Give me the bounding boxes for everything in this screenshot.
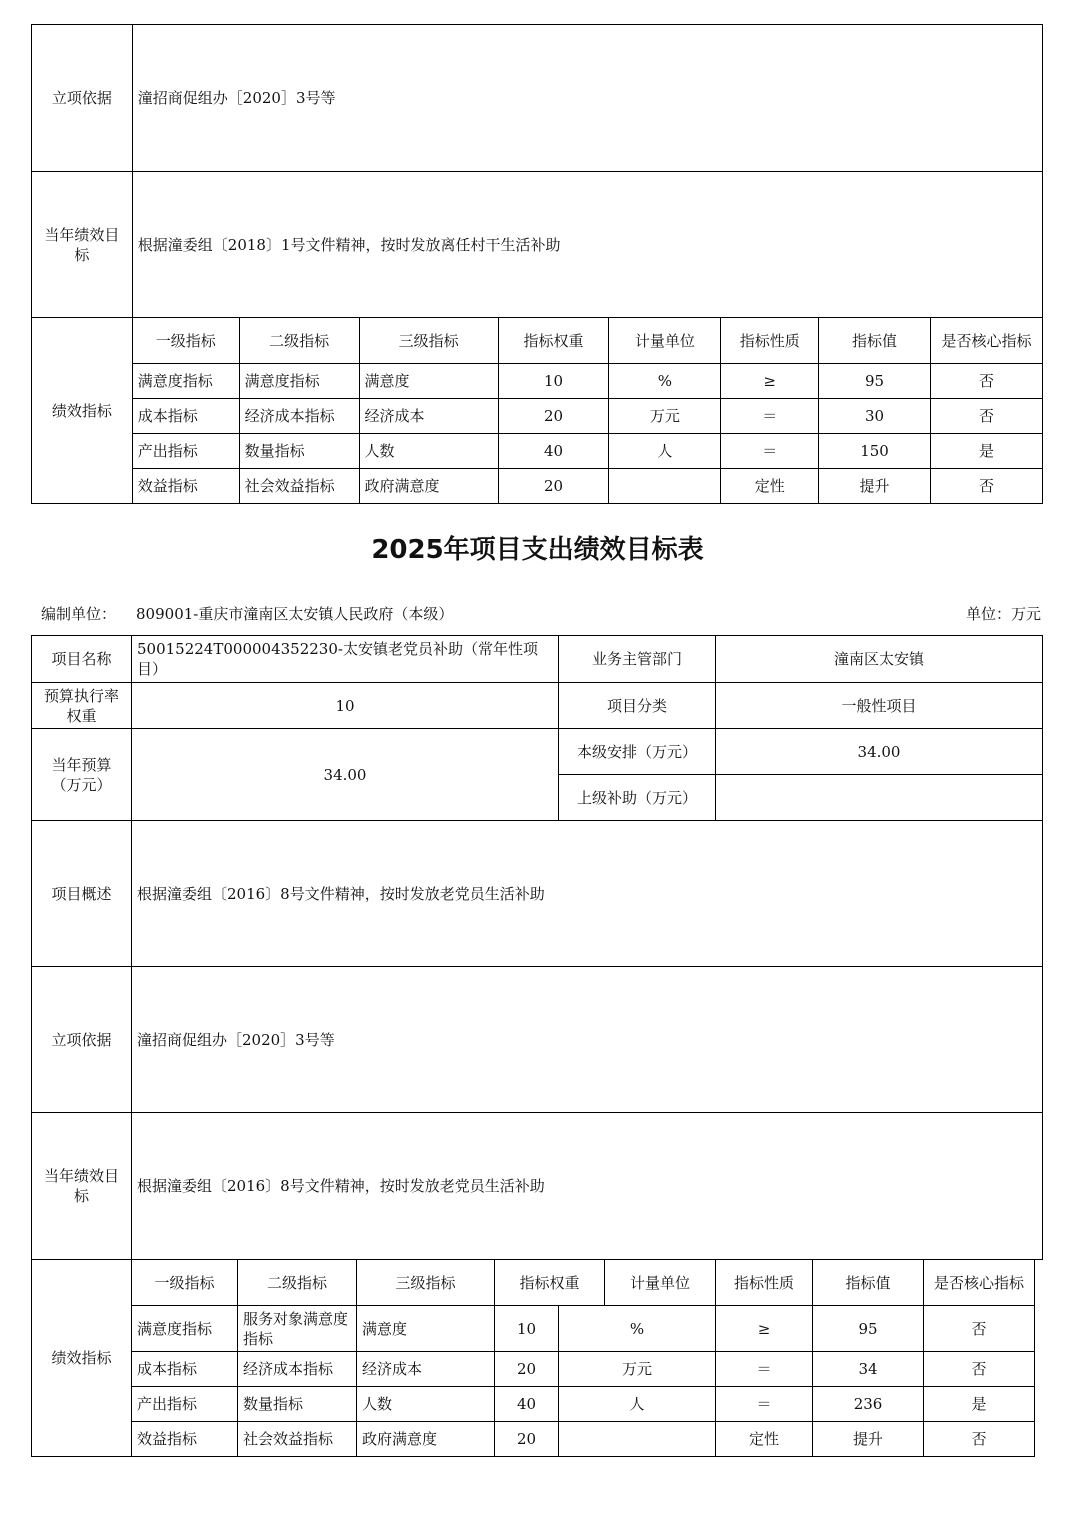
cell-value: 30 — [819, 399, 931, 434]
cell-unit: 人 — [559, 1387, 716, 1422]
cell-level2: 社会效益指标 — [239, 469, 359, 504]
cell-level2: 满意度指标 — [239, 364, 359, 399]
overview-text: 根据潼委组〔2016〕8号文件精神，按时发放老党员生活补助 — [132, 821, 1043, 967]
performance-table-b — [31, 635, 1043, 1457]
local-value: 34.00 — [716, 729, 1043, 775]
header-cell: 计量单位 — [609, 318, 721, 364]
cell-level1: 满意度指标 — [132, 1306, 238, 1352]
header-cell: 一级指标 — [132, 318, 239, 364]
cell-level3: 人数 — [357, 1387, 495, 1422]
cell-unit: % — [559, 1306, 716, 1352]
header-cell: 三级指标 — [357, 1260, 495, 1306]
cell-unit — [559, 1422, 716, 1457]
cell-core: 是 — [930, 434, 1042, 469]
dept-label: 业务主管部门 — [559, 636, 716, 683]
header-cell: 二级指标 — [238, 1260, 357, 1306]
header-cell: 指标性质 — [721, 318, 819, 364]
table-row — [32, 1352, 1043, 1387]
dept-value: 潼南区太安镇 — [716, 636, 1043, 683]
cell-unit: 万元 — [609, 399, 721, 434]
project-name-value: 50015224T000004352230-太安镇老党员补助（常年性项目） — [132, 636, 559, 683]
cell-value: 150 — [819, 434, 931, 469]
page-title: 2025年项目支出绩效目标表 — [371, 535, 704, 565]
compiling-unit-value: 809001-重庆市潼南区太安镇人民政府（本级） — [136, 605, 454, 623]
cell-unit — [609, 469, 721, 504]
cell-weight: 20 — [495, 1422, 559, 1457]
upper-value — [716, 775, 1043, 821]
cell-nature: ＝ — [716, 1387, 813, 1422]
header-cell: 指标值 — [819, 318, 931, 364]
cell-level1: 效益指标 — [132, 469, 239, 504]
goal-row — [32, 1113, 1043, 1260]
basis-row — [32, 967, 1043, 1113]
indicator-label: 绩效指标 — [32, 318, 133, 504]
weight-label: 预算执行率权重 — [32, 683, 132, 729]
goal-row — [32, 172, 1043, 318]
cell-level2: 数量指标 — [238, 1387, 357, 1422]
basis-label: 立项依据 — [32, 25, 133, 172]
cell-level2: 经济成本指标 — [239, 399, 359, 434]
header-cell: 二级指标 — [239, 318, 359, 364]
cell-value: 236 — [813, 1387, 924, 1422]
cell-level1: 成本指标 — [132, 1352, 238, 1387]
cell-level3: 经济成本 — [359, 399, 498, 434]
cell-core: 否 — [930, 364, 1042, 399]
cell-core: 否 — [924, 1306, 1035, 1352]
cell-level2: 服务对象满意度指标 — [238, 1306, 357, 1352]
cell-weight: 10 — [498, 364, 609, 399]
weight-row — [32, 683, 1043, 729]
header-cell: 指标权重 — [495, 1260, 605, 1306]
cell-level2: 数量指标 — [239, 434, 359, 469]
cell-level1: 成本指标 — [132, 399, 239, 434]
cell-level3: 满意度 — [357, 1306, 495, 1352]
cell-level2: 社会效益指标 — [238, 1422, 357, 1457]
header-cell: 一级指标 — [132, 1260, 238, 1306]
header-cell: 计量单位 — [605, 1260, 716, 1306]
cell-level1: 效益指标 — [132, 1422, 238, 1457]
cell-nature: ＝ — [721, 434, 819, 469]
budget-label: 当年预算（万元） — [32, 729, 132, 821]
category-value: 一般性项目 — [716, 683, 1043, 729]
cell-level1: 满意度指标 — [132, 364, 239, 399]
category-label: 项目分类 — [559, 683, 716, 729]
cell-level3: 政府满意度 — [357, 1422, 495, 1457]
cell-value: 34 — [813, 1352, 924, 1387]
currency-unit: 单位：万元 — [965, 605, 1041, 623]
cell-level3: 政府满意度 — [359, 469, 498, 504]
table-row — [32, 434, 1043, 469]
cell-level3: 经济成本 — [357, 1352, 495, 1387]
weight-value: 10 — [132, 683, 559, 729]
cell-weight: 20 — [495, 1352, 559, 1387]
cell-weight: 40 — [498, 434, 609, 469]
cell-core: 否 — [924, 1352, 1035, 1387]
cell-level3: 满意度 — [359, 364, 498, 399]
cell-weight: 40 — [495, 1387, 559, 1422]
local-label: 本级安排（万元） — [559, 729, 716, 775]
upper-label: 上级补助（万元） — [559, 775, 716, 821]
compiling-unit-label: 编制单位： — [41, 605, 117, 623]
header-cell: 三级指标 — [359, 318, 498, 364]
budget-value: 34.00 — [132, 729, 559, 821]
cell-unit: 人 — [609, 434, 721, 469]
cell-level2: 经济成本指标 — [238, 1352, 357, 1387]
goal-label: 当年绩效目标 — [32, 172, 133, 318]
table-row — [32, 399, 1043, 434]
basis-text: 潼招商促组办［2020］3号等 — [132, 967, 1043, 1113]
cell-level1: 产出指标 — [132, 1387, 238, 1422]
cell-core: 否 — [930, 399, 1042, 434]
table-row — [32, 1306, 1043, 1352]
cell-weight: 10 — [495, 1306, 559, 1352]
cell-weight: 20 — [498, 399, 609, 434]
cell-nature: ≥ — [716, 1306, 813, 1352]
budget-row — [32, 729, 1043, 775]
header-cell: 是否核心指标 — [930, 318, 1042, 364]
basis-row — [32, 25, 1043, 172]
goal-text: 根据潼委组〔2018〕1号文件精神，按时发放离任村干生活补助 — [132, 172, 1042, 318]
cell-unit: % — [609, 364, 721, 399]
header-cell: 指标性质 — [716, 1260, 813, 1306]
cell-value: 95 — [819, 364, 931, 399]
project-name-row — [32, 636, 1043, 683]
cell-core: 否 — [924, 1422, 1035, 1457]
cell-nature: 定性 — [716, 1422, 813, 1457]
basis-text: 潼招商促组办［2020］3号等 — [132, 25, 1042, 172]
overview-label: 项目概述 — [32, 821, 132, 967]
goal-label: 当年绩效目标 — [32, 1113, 132, 1260]
cell-weight: 20 — [498, 469, 609, 504]
basis-label: 立项依据 — [32, 967, 132, 1113]
indicator-header-row — [32, 1260, 1043, 1306]
table-row — [32, 469, 1043, 504]
header-cell: 指标值 — [813, 1260, 924, 1306]
table-row — [32, 1387, 1043, 1422]
cell-level1: 产出指标 — [132, 434, 239, 469]
cell-value: 提升 — [813, 1422, 924, 1457]
cell-nature: ＝ — [721, 399, 819, 434]
compiling-unit — [41, 603, 453, 625]
cell-nature: 定性 — [721, 469, 819, 504]
cell-core: 是 — [924, 1387, 1035, 1422]
performance-table-a — [31, 24, 1043, 504]
table-row — [32, 364, 1043, 399]
cell-core: 否 — [930, 469, 1042, 504]
goal-text: 根据潼委组〔2016〕8号文件精神，按时发放老党员生活补助 — [132, 1113, 1043, 1260]
cell-level3: 人数 — [359, 434, 498, 469]
header-cell: 是否核心指标 — [924, 1260, 1035, 1306]
project-name-label: 项目名称 — [32, 636, 132, 683]
cell-nature: ＝ — [716, 1352, 813, 1387]
header-cell: 指标权重 — [498, 318, 609, 364]
cell-value: 95 — [813, 1306, 924, 1352]
indicator-label: 绩效指标 — [32, 1260, 132, 1457]
cell-unit: 万元 — [559, 1352, 716, 1387]
overview-row — [32, 821, 1043, 967]
cell-nature: ≥ — [721, 364, 819, 399]
cell-value: 提升 — [819, 469, 931, 504]
indicator-header-row — [32, 318, 1043, 364]
table-row — [32, 1422, 1043, 1457]
